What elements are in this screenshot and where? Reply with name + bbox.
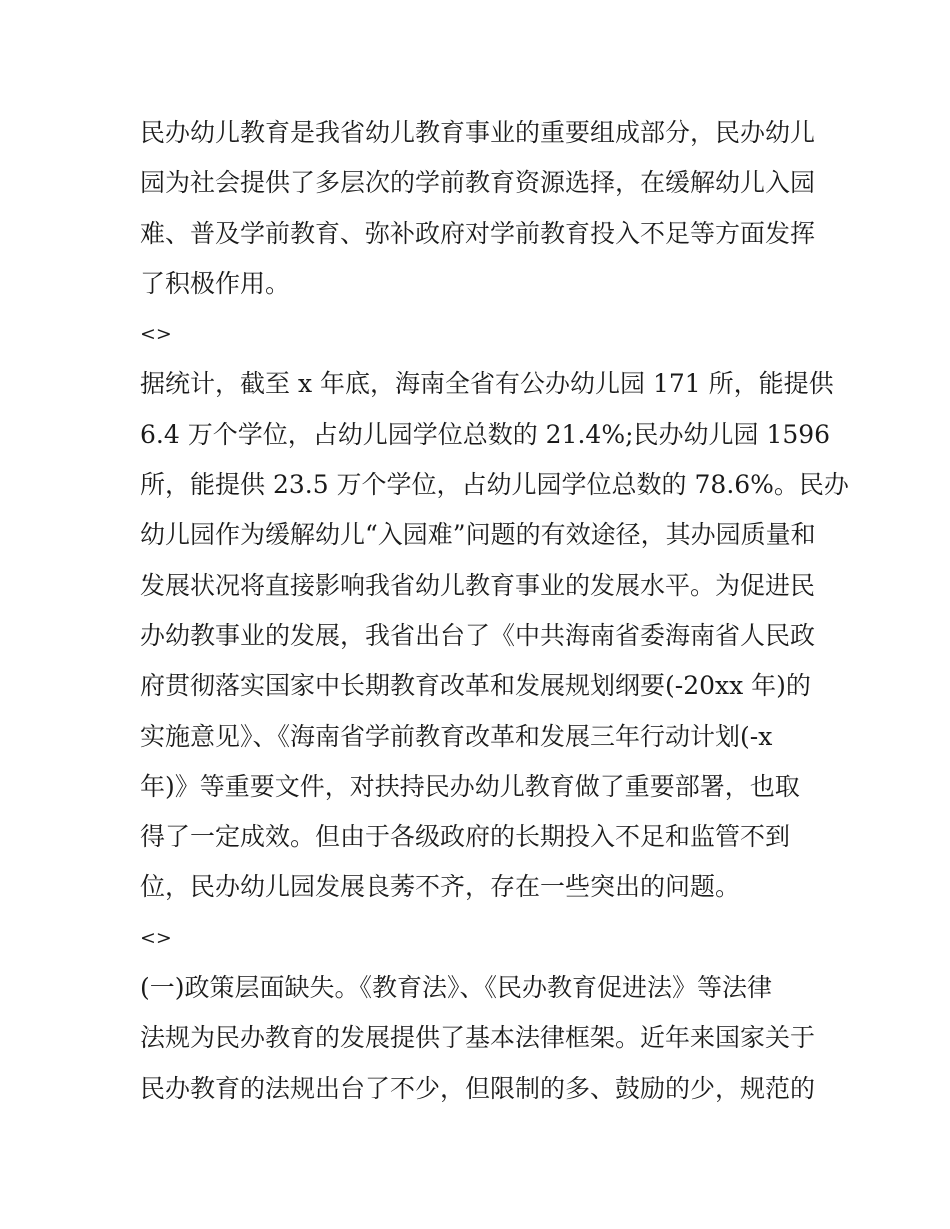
text-line: 发展状况将直接影响我省幼儿教育事业的发展水平。为促进民 [140, 570, 816, 600]
section-separator: <> [140, 323, 172, 346]
paragraph-intro [140, 108, 820, 309]
text-line: (一)政策层面缺失。《教育法》、《民办教育促进法》等法律 [140, 973, 773, 1003]
section-separator: <> [140, 926, 172, 949]
text-line: 位，民办幼儿园发展良莠不齐，存在一些突出的问题。 [140, 872, 741, 902]
text-line: 府贯彻落实国家中长期教育改革和发展规划纲要(-20xx 年)的 [140, 671, 811, 701]
text-line: 法规为民办教育的发展提供了基本法律框架。近年来国家关于 [140, 1023, 816, 1053]
text-line: 了积极作用。 [140, 268, 291, 298]
text-line: 6.4 万个学位，占幼儿园学位总数的 21.4%;民办幼儿园 1596 [140, 419, 831, 449]
text-line: 园为社会提供了多层次的学前教育资源选择，在缓解幼儿入园 [140, 168, 816, 198]
text-line: 民办幼儿教育是我省幼儿教育事业的重要组成部分，民办幼儿 [140, 118, 816, 147]
text-line: 民办教育的法规出台了不少，但限制的多、鼓励的少，规范的 [140, 1073, 816, 1103]
text-line: 据统计，截至 x 年底，海南全省有公办幼儿园 171 所，能提供 [140, 369, 834, 399]
paragraph-policy [140, 963, 820, 1114]
text-line: 难、普及学前教育、弥补政府对学前教育投入不足等方面发挥 [140, 218, 816, 248]
text-line: 办幼教事业的发展，我省出台了《中共海南省委海南省人民政 [140, 620, 816, 650]
paragraph-statistics [140, 359, 849, 912]
text-line: 得了一定成效。但由于各级政府的长期投入不足和监管不到 [140, 822, 791, 852]
text-line: 所，能提供 23.5 万个学位，占幼儿园学位总数的 78.6%。民办 [140, 470, 849, 500]
text-line: 实施意见》、《海南省学前教育改革和发展三年行动计划(-x [140, 721, 773, 751]
text-line: 年)》等重要文件，对扶持民办幼儿教育做了重要部署，也取 [140, 771, 800, 801]
text-line: 幼儿园作为缓解幼儿“入园难”问题的有效途径，其办园质量和 [140, 520, 816, 550]
document-body [140, 108, 849, 1114]
